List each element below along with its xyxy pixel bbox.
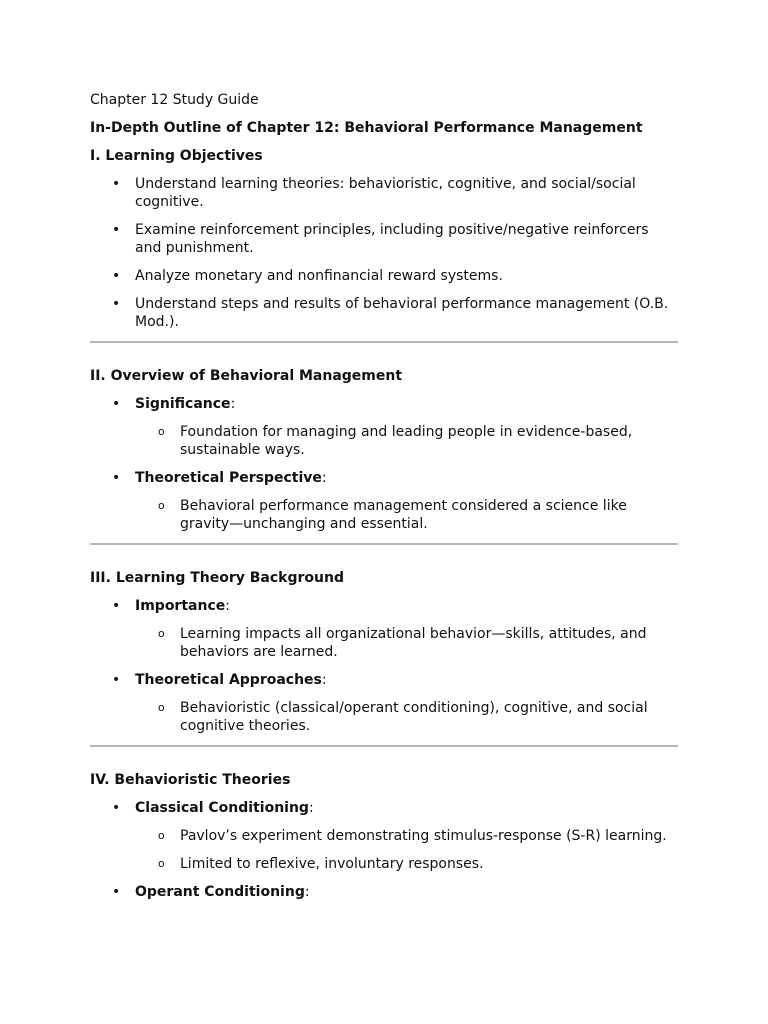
item-colon: : <box>308 800 314 816</box>
item-label: Classical Conditioning <box>135 800 309 816</box>
item-colon: : <box>321 470 327 486</box>
sub-list-item: o Foundation for managing and leading people in evidence-based, sustainable ways. <box>135 423 678 459</box>
section-divider <box>90 745 678 747</box>
list-item: • Analyze monetary and nonfinancial reward systems. <box>90 267 678 285</box>
item-colon: : <box>304 884 310 900</box>
list-item <box>90 671 678 735</box>
bullet-list <box>90 597 678 735</box>
item-label: Importance <box>135 598 226 614</box>
sub-list <box>135 827 678 873</box>
sub-list-item: o Learning impacts all organizational behavior—skills, attitudes, and behaviors are learned. <box>135 625 678 661</box>
sub-list <box>135 625 678 661</box>
document-subtitle: In-Depth Outline of Chapter 12: Behavioral Performance Management <box>90 120 643 136</box>
list-item <box>90 883 678 901</box>
list-item <box>90 799 678 873</box>
section-divider <box>90 341 678 343</box>
sub-list-item: o Behavioristic (classical/operant conditioning), cognitive, and social cognitive theories. <box>135 699 678 735</box>
sub-list <box>135 497 678 533</box>
list-item: • Understand steps and results of behavioral performance management (O.B. Mod.). <box>90 295 678 331</box>
list-item <box>90 597 678 661</box>
section-overview <box>90 367 678 533</box>
sub-list <box>135 699 678 735</box>
bullet-list <box>90 395 678 533</box>
section-divider <box>90 543 678 545</box>
bullet-list <box>90 799 678 901</box>
section-heading: II. Overview of Behavioral Management <box>90 368 403 384</box>
item-colon: : <box>230 396 236 412</box>
bullet-list <box>90 175 678 331</box>
list-item <box>90 395 678 459</box>
item-label: Operant Conditioning <box>135 884 305 900</box>
sub-list-item: o Pavlov’s experiment demonstrating stimulus-response (S-R) learning. <box>135 827 678 845</box>
section-learning-theory <box>90 569 678 735</box>
list-item <box>90 469 678 533</box>
document-title: Chapter 12 Study Guide <box>90 92 259 108</box>
section-learning-objectives <box>90 147 678 331</box>
section-heading: III. Learning Theory Background <box>90 570 344 586</box>
item-label: Theoretical Approaches <box>135 672 322 688</box>
section-heading: I. Learning Objectives <box>90 148 263 164</box>
item-label: Significance <box>135 396 231 412</box>
item-colon: : <box>225 598 230 614</box>
item-colon: : <box>321 672 327 688</box>
sub-list-item: o Behavioral performance management considered a science like gravity—unchanging and essential. <box>135 497 678 533</box>
section-heading: IV. Behavioristic Theories <box>90 772 291 788</box>
sub-list <box>135 423 678 459</box>
list-item: • Examine reinforcement principles, including positive/negative reinforcers and punishment. <box>90 221 678 257</box>
item-label: Theoretical Perspective <box>135 470 322 486</box>
sub-list-item: o Limited to reflexive, involuntary responses. <box>135 855 678 873</box>
section-behavioristic-theories <box>90 771 678 901</box>
list-item: • Understand learning theories: behavioristic, cognitive, and social/social cognitive. <box>90 175 678 211</box>
